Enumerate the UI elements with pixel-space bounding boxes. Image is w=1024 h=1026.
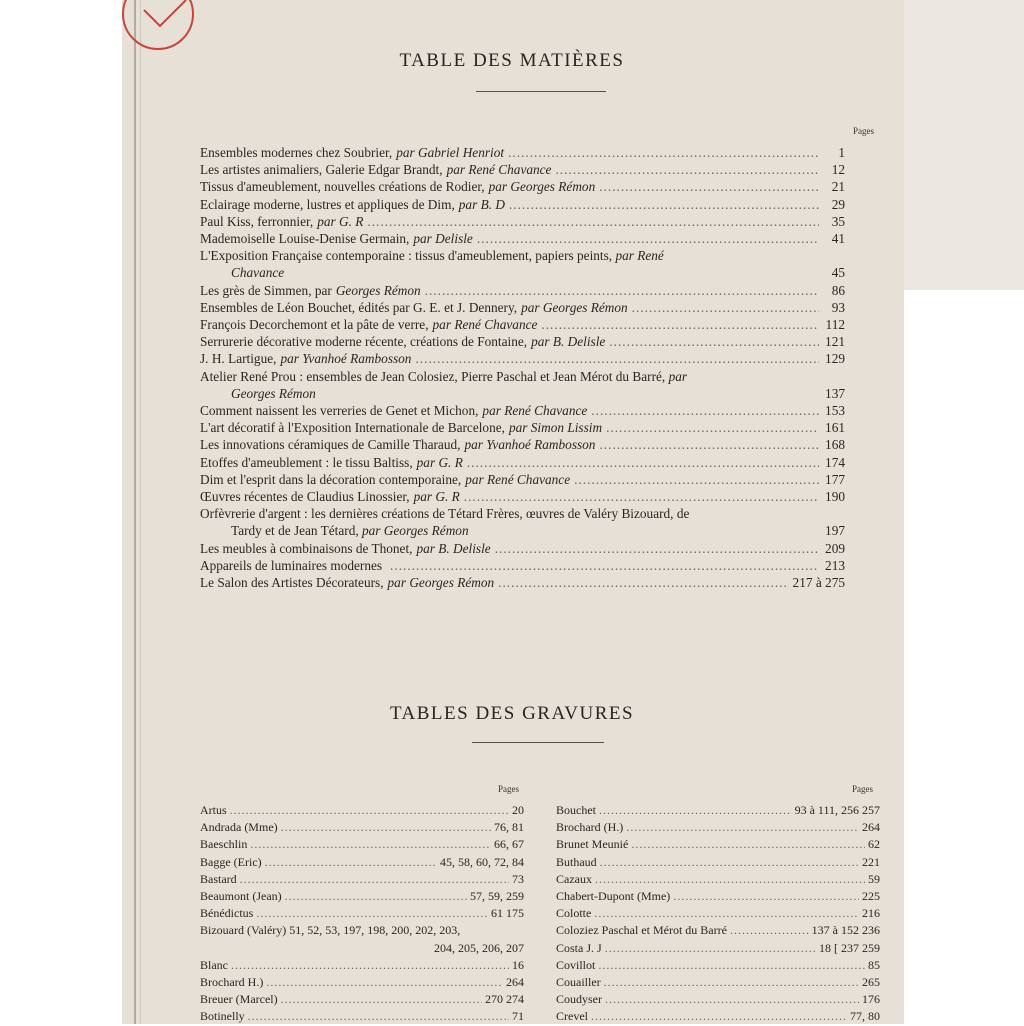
gravure-entry [200,1008,524,1025]
gravure-pages: 61 175 [491,906,524,921]
toc-entry: Comment naissent les verreries de Genet et Michon, par René Chavance ..... 153 [200,402,845,419]
toc-entry: Ensembles modernes chez Soubrier, par Gabriel Henriot ..... 1 [200,144,845,161]
toc-entry: Ensembles de Léon Bouchet, édités par G. E. et J. Dennery, par Georges Rémon ..... 93 [200,299,845,316]
gravure-pages: 73 [512,871,524,886]
gravure-artist: Botinelly [200,1009,245,1024]
toc-entry: Orfèvrerie d'argent : les dernières créations de Tétard Frères, œuvres de Valéry Bizouard, de Tardy et de Jean Tétard, par Georges Rémon 197 [200,506,845,539]
gravure-entry [200,991,524,1008]
gravure-entry [556,819,880,836]
gravure-artist: Costa J. J [556,940,602,955]
gravure-entry [556,940,880,957]
toc-list [200,144,845,591]
gravure-pages: 20 [512,803,524,817]
gravure-entry [200,888,524,905]
gravure-entry [556,836,880,853]
toc-entry: Les meubles à combinaisons de Thonet, par B. Delisle ..... 209 [200,540,845,557]
page-gutter-line [134,0,136,1024]
toc-entry: Mademoiselle Louise-Denise Germain, par Delisle ..... 41 [200,230,845,247]
gravure-entry [200,854,524,871]
gravure-artist: Brochard (H.) [556,820,624,835]
gravure-pages: 265 [862,975,880,990]
toc-title: TABLE DES MATIÈRES [399,50,625,71]
gravure-artist: Coudyser [556,992,602,1007]
toc-entry: L'Exposition Française contemporaine : tissus d'ameublement, papiers peints, par René Chavance 45 [200,248,845,281]
gravure-artist: Bastard [200,871,237,886]
gravures-right-column [556,802,880,1026]
gravure-artist: Bénédictus [200,906,254,921]
gravure-pages: 57, 59, 259 [470,889,524,904]
gravure-entry [556,957,880,974]
toc-entry: Les artistes animaliers, Galerie Edgar Brandt, par René Chavance ..... 12 [200,161,845,178]
gravure-pages: 221 [862,854,880,869]
toc-pages-label: Pages [853,126,874,136]
gravure-artist: Brochard H.) [200,975,264,990]
gravure-entry [200,819,524,836]
gravure-entry [200,836,524,853]
gravure-pages: 76, 81 [494,820,524,835]
gravures-left-pages-label: Pages [498,784,519,794]
gravure-artist: Andrada (Mme) [200,820,278,835]
toc-entry: Les innovations céramiques de Camille Tharaud, par Yvanhoé Rambosson ..... 168 [200,436,845,453]
gravure-pages: 16 [512,957,524,972]
gravure-entry [556,974,880,991]
gravure-entry [556,991,880,1008]
gravures-right-pages-label: Pages [852,784,873,794]
gravure-pages-continued: 204, 205, 206, 207 [434,940,524,955]
toc-entry: Atelier René Prou : ensembles de Jean Colosiez, Pierre Paschal et Jean Mérot du Barré, par Georges Rémon 137 [200,368,845,401]
gravure-artist: Covillot [556,957,596,972]
gravure-artist: Beaumont (Jean) [200,889,282,904]
gravure-artist: Coloziez Paschal et Mérot du Barré [556,923,727,938]
gravure-entry [556,871,880,888]
gravure-pages: 66, 67 [494,837,524,852]
gravure-pages: 137 à 152 236 [811,923,880,938]
toc-entry: Tissus d'ameublement, nouvelles créations de Rodier, par Georges Rémon ..... 21 [200,178,845,195]
toc-entry: J. H. Lartigue, par Yvanhoé Rambosson ..... 129 [200,350,845,367]
gravure-artist: Bagge (Eric) [200,854,262,869]
gravure-artist: Buthaud [556,854,597,869]
gravure-artist: Bizouard (Valéry) 51, 52, 53, 197, 198, 200, 202, 203, [200,923,461,938]
gravures-title: TABLES DES GRAVURES [389,703,635,724]
gravures-left-column [200,802,524,1026]
gravure-artist: Chabert-Dupont (Mme) [556,889,671,904]
gravure-entry [556,1008,880,1025]
gravures-title-underline [472,742,604,743]
toc-entry: Paul Kiss, ferronnier, par G. R ..... 35 [200,213,845,230]
gravure-pages: 216 [862,906,880,921]
gravure-entry [200,957,524,974]
gravure-artist: Bouchet [556,803,596,817]
toc-entry: Les grès de Simmen, par Georges Rémon ..... 86 [200,282,845,299]
toc-entry: Le Salon des Artistes Décorateurs, par Georges Rémon ..... 217 à 275 [200,574,845,591]
gravure-entry [200,802,524,819]
gravure-artist: Crevel [556,1009,588,1024]
toc-entry: Etoffes d'ameublement : le tissu Baltiss, par G. R ..... 174 [200,454,845,471]
toc-entry: François Decorchemont et la pâte de verre, par René Chavance ..... 112 [200,316,845,333]
gravure-entry [200,871,524,888]
gravure-artist: Artus [200,803,227,817]
gravure-artist: Colotte [556,906,592,921]
gravure-pages: 93 à 111, 256 257 [794,803,880,817]
toc-entry: Eclairage moderne, lustres et appliques de Dim, par B. D ..... 29 [200,196,845,213]
gravure-entry [556,854,880,871]
background-page-edge [904,0,1024,290]
checkmark-icon [124,0,196,52]
gravure-pages: 71 [512,1009,524,1024]
gravure-pages: 45, 58, 60, 72, 84 [440,854,524,869]
gravure-pages: 225 [862,889,880,904]
gravure-entry [556,922,880,939]
gravure-pages: 85 [868,957,880,972]
red-stamp-mark [122,0,194,50]
gravure-entry [556,888,880,905]
gravure-pages: 62 [868,837,880,852]
toc-entry: Dim et l'esprit dans la décoration contemporaine, par René Chavance ..... 177 [200,471,845,488]
gravure-pages: 176 [862,992,880,1007]
gravure-artist: Breuer (Marcel) [200,992,278,1007]
gravure-pages: 77, 80 [850,1009,880,1024]
toc-entry: Œuvres récentes de Claudius Linossier, par G. R ..... 190 [200,488,845,505]
toc-entry: Appareils de luminaires modernes ..... 213 [200,557,845,574]
gravure-pages: 59 [868,871,880,886]
gravure-pages: 264 [506,975,524,990]
toc-title-underline [476,91,606,92]
gravure-artist: Brunet Meunié [556,837,629,852]
gravure-pages: 270 274 [485,992,524,1007]
gravure-artist: Baeschlin [200,837,248,852]
gravure-entry [556,905,880,922]
gravure-entry [200,922,524,939]
gravure-artist: Couailler [556,975,601,990]
toc-entry: Serrurerie décorative moderne récente, créations de Fontaine, par B. Delisle ..... 121 [200,333,845,350]
gravure-entry [200,905,524,922]
gravure-entry [556,802,880,819]
toc-entry: L'art décoratif à l'Exposition Internationale de Barcelone, par Simon Lissim ..... 161 [200,419,845,436]
gravure-entry [200,974,524,991]
gravure-artist: Cazaux [556,871,592,886]
gravure-pages: 18 [ 237 259 [819,940,880,955]
gravure-pages: 264 [862,820,880,835]
page-gutter-line-inner [140,0,141,1024]
gravure-artist: Blanc [200,957,228,972]
